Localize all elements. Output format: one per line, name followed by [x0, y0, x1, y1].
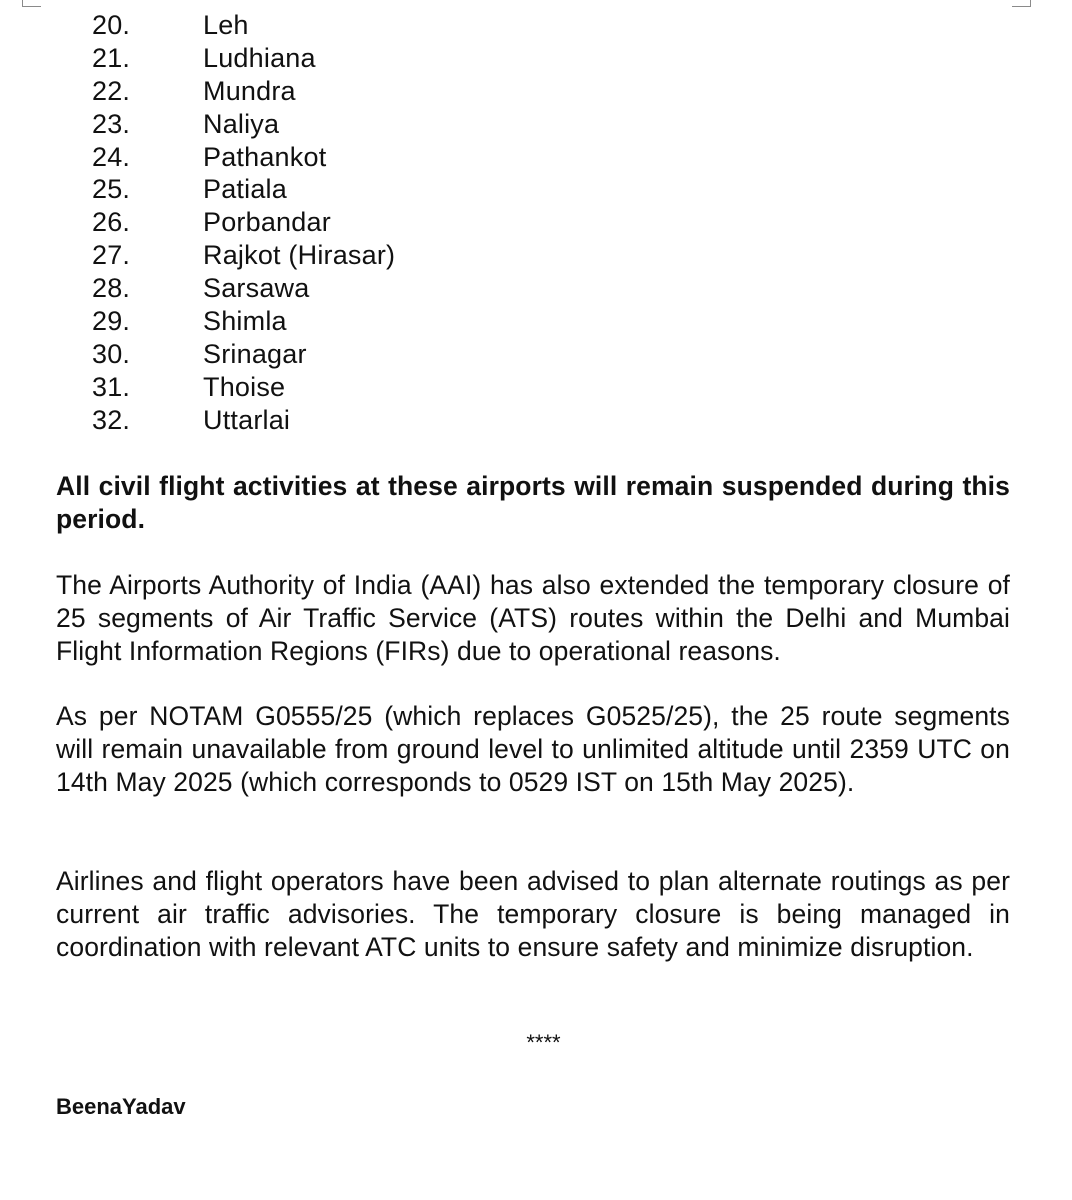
list-item-number: 24. [92, 141, 131, 172]
list-item-airport: Porbandar [203, 207, 331, 238]
advisory-paragraph: Airlines and flight operators have been advised to plan alternate routings as per current air traffic advisories. The temporary closure is being managed in coordination with relevant ATC units to ensure safety and minimize disruption. [56, 866, 1010, 962]
list-item-number: 27. [92, 240, 131, 271]
list-item [0, 42, 1072, 75]
list-item-number: 22. [92, 75, 131, 106]
list-item-airport: Mundra [203, 75, 296, 106]
list-item [0, 206, 1072, 239]
list-item-number: 26. [92, 207, 131, 238]
list-item [0, 108, 1072, 141]
list-item-number: 28. [92, 273, 131, 304]
list-item-number: 20. [92, 10, 131, 40]
page-corner-mark-left [22, 0, 41, 7]
list-item [0, 272, 1072, 305]
suspension-notice: All civil flight activities at these airports will remain suspended during this period. [56, 471, 1010, 534]
list-item-airport: Ludhiana [203, 42, 316, 73]
ats-closure-paragraph: The Airports Authority of India (AAI) has also extended the temporary closure of 25 segments of Air Traffic Service (ATS) routes within the Delhi and Mumbai Flight Information Regions (FIRs) due to operational reasons. [56, 570, 1010, 666]
airport-list [0, 9, 1072, 437]
list-item-airport: Pathankot [203, 141, 327, 172]
list-item-airport: Thoise [203, 371, 286, 402]
list-item-airport: Naliya [203, 108, 280, 139]
page-corner-mark-right [1012, 0, 1031, 7]
list-item [0, 371, 1072, 404]
list-item-airport: Patiala [203, 174, 287, 205]
list-item-number: 31. [92, 371, 131, 402]
list-item [0, 305, 1072, 338]
list-item [0, 75, 1072, 108]
section-separator: **** [526, 1030, 561, 1055]
list-item-airport: Srinagar [203, 338, 307, 369]
list-item [0, 239, 1072, 272]
notam-paragraph: As per NOTAM G0555/25 (which replaces G0525/25), the 25 route segments will remain unavailable from ground level to unlimited altitude until 2359 UTC on 14th May 2025 (which corresponds to 0529 IST on 15th May 2025). [56, 701, 1010, 797]
list-item-number: 30. [92, 338, 131, 369]
list-item-airport: Uttarlai [203, 404, 291, 435]
list-item-airport: Sarsawa [203, 273, 310, 304]
list-item-number: 32. [92, 404, 131, 435]
list-item-airport: Rajkot (Hirasar) [203, 240, 396, 271]
list-item [0, 141, 1072, 174]
list-item-number: 23. [92, 108, 131, 139]
list-item-number: 29. [92, 306, 131, 337]
list-item-number: 25. [92, 174, 131, 205]
list-item [0, 338, 1072, 371]
list-item-airport: Shimla [203, 306, 287, 337]
author-name: BeenaYadav [56, 1094, 186, 1119]
list-item-airport: Leh [203, 10, 249, 40]
list-item-number: 21. [92, 42, 131, 73]
list-item [0, 9, 1072, 42]
list-item [0, 173, 1072, 206]
list-item [0, 404, 1072, 437]
